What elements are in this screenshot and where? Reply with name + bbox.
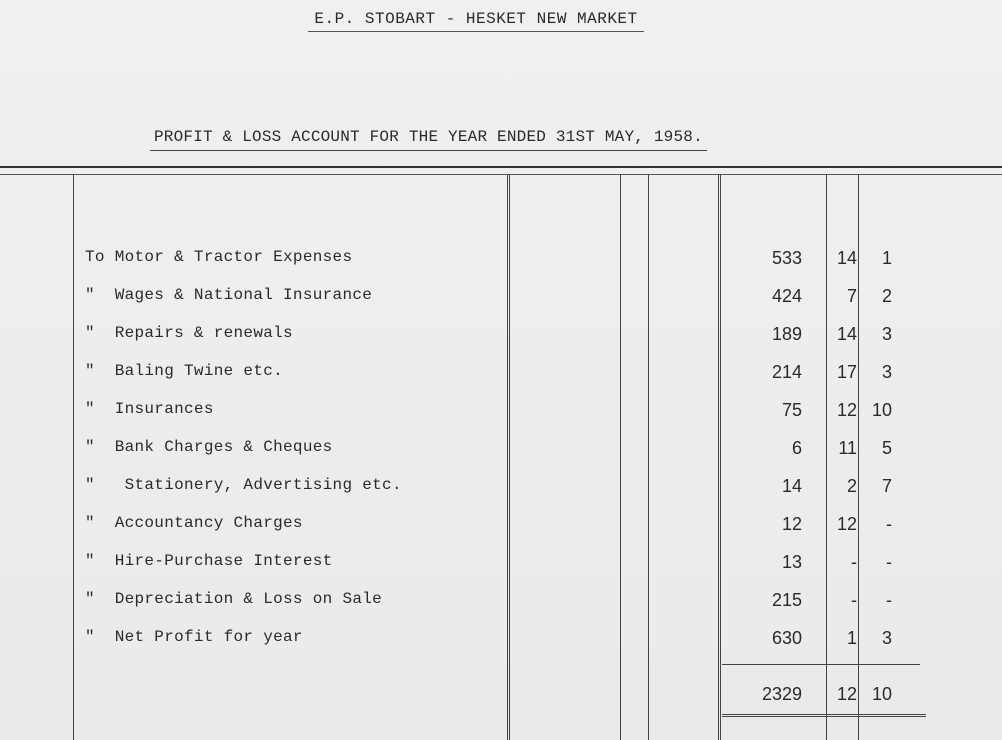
entry-shillings: 12: [836, 400, 857, 420]
entry-shillings: 1: [846, 628, 857, 648]
entry-pence: 2: [881, 286, 892, 306]
entry-description: " Insurances: [85, 400, 214, 418]
total-row: [0, 684, 1002, 708]
entry-pence: 3: [881, 628, 892, 648]
total-shillings: 12: [836, 684, 857, 704]
entry-pence: 3: [881, 362, 892, 382]
entry-shillings: 17: [836, 362, 857, 382]
entry-description: To Motor & Tractor Expenses: [85, 248, 353, 266]
entry-pounds: 75: [781, 400, 802, 420]
entry-pence: 7: [881, 476, 892, 496]
entry-pounds: 215: [771, 590, 802, 610]
entry-pounds: 12: [781, 514, 802, 534]
total-pounds: 2329: [761, 684, 802, 704]
entry-shillings: 2: [846, 476, 857, 496]
entry-pounds: 14: [781, 476, 802, 496]
entry-shillings: 11: [838, 438, 857, 458]
entry-pounds: 533: [771, 248, 802, 268]
table-row: [0, 552, 1002, 576]
entry-shillings: -: [851, 552, 857, 572]
table-row: [0, 590, 1002, 614]
entry-description: " Depreciation & Loss on Sale: [85, 590, 383, 608]
table-row: [0, 628, 1002, 652]
entry-description: " Accountancy Charges: [85, 514, 303, 532]
entry-pence: -: [886, 590, 892, 610]
entry-pence: 1: [881, 248, 892, 268]
entry-pence: 10: [871, 400, 892, 420]
table-row: [0, 476, 1002, 500]
entry-shillings: 7: [846, 286, 857, 306]
table-row: [0, 248, 1002, 272]
business-name: E.P. STOBART - HESKET NEW MARKET: [308, 10, 643, 32]
entry-pounds: 214: [771, 362, 802, 382]
entry-shillings: 14: [836, 324, 857, 344]
statement-title: PROFIT & LOSS ACCOUNT FOR THE YEAR ENDED 31ST MAY, 1958.: [150, 128, 707, 151]
entry-description: " Wages & National Insurance: [85, 286, 373, 304]
table-row: [0, 362, 1002, 386]
entry-shillings: 12: [836, 514, 857, 534]
entry-pence: 5: [881, 438, 892, 458]
entry-pence: -: [886, 514, 892, 534]
entry-description: " Baling Twine etc.: [85, 362, 284, 380]
entry-description: " Repairs & renewals: [85, 324, 293, 342]
entry-shillings: -: [851, 590, 857, 610]
entry-description: " Hire-Purchase Interest: [85, 552, 333, 570]
total-rule: [722, 664, 920, 665]
total-pence: 10: [871, 684, 892, 704]
total-double-rule: [722, 714, 926, 717]
entry-description: " Net Profit for year: [85, 628, 303, 646]
entry-pounds: 630: [771, 628, 802, 648]
entry-pounds: 13: [781, 552, 802, 572]
business-title: [0, 10, 1002, 32]
entry-pence: -: [886, 552, 892, 572]
entry-pounds: 6: [791, 438, 802, 458]
table-top-rule: [0, 166, 1002, 168]
table-row: [0, 324, 1002, 348]
table-top-rule-secondary: [0, 174, 1002, 175]
entry-pence: 3: [881, 324, 892, 344]
entry-pounds: 189: [771, 324, 802, 344]
entry-description: " Bank Charges & Cheques: [85, 438, 333, 456]
table-row: [0, 514, 1002, 538]
entry-shillings: 14: [836, 248, 857, 268]
entry-description: " Stationery, Advertising etc.: [85, 476, 402, 494]
entry-pounds: 424: [771, 286, 802, 306]
table-row: [0, 438, 1002, 462]
table-row: [0, 400, 1002, 424]
table-row: [0, 286, 1002, 310]
